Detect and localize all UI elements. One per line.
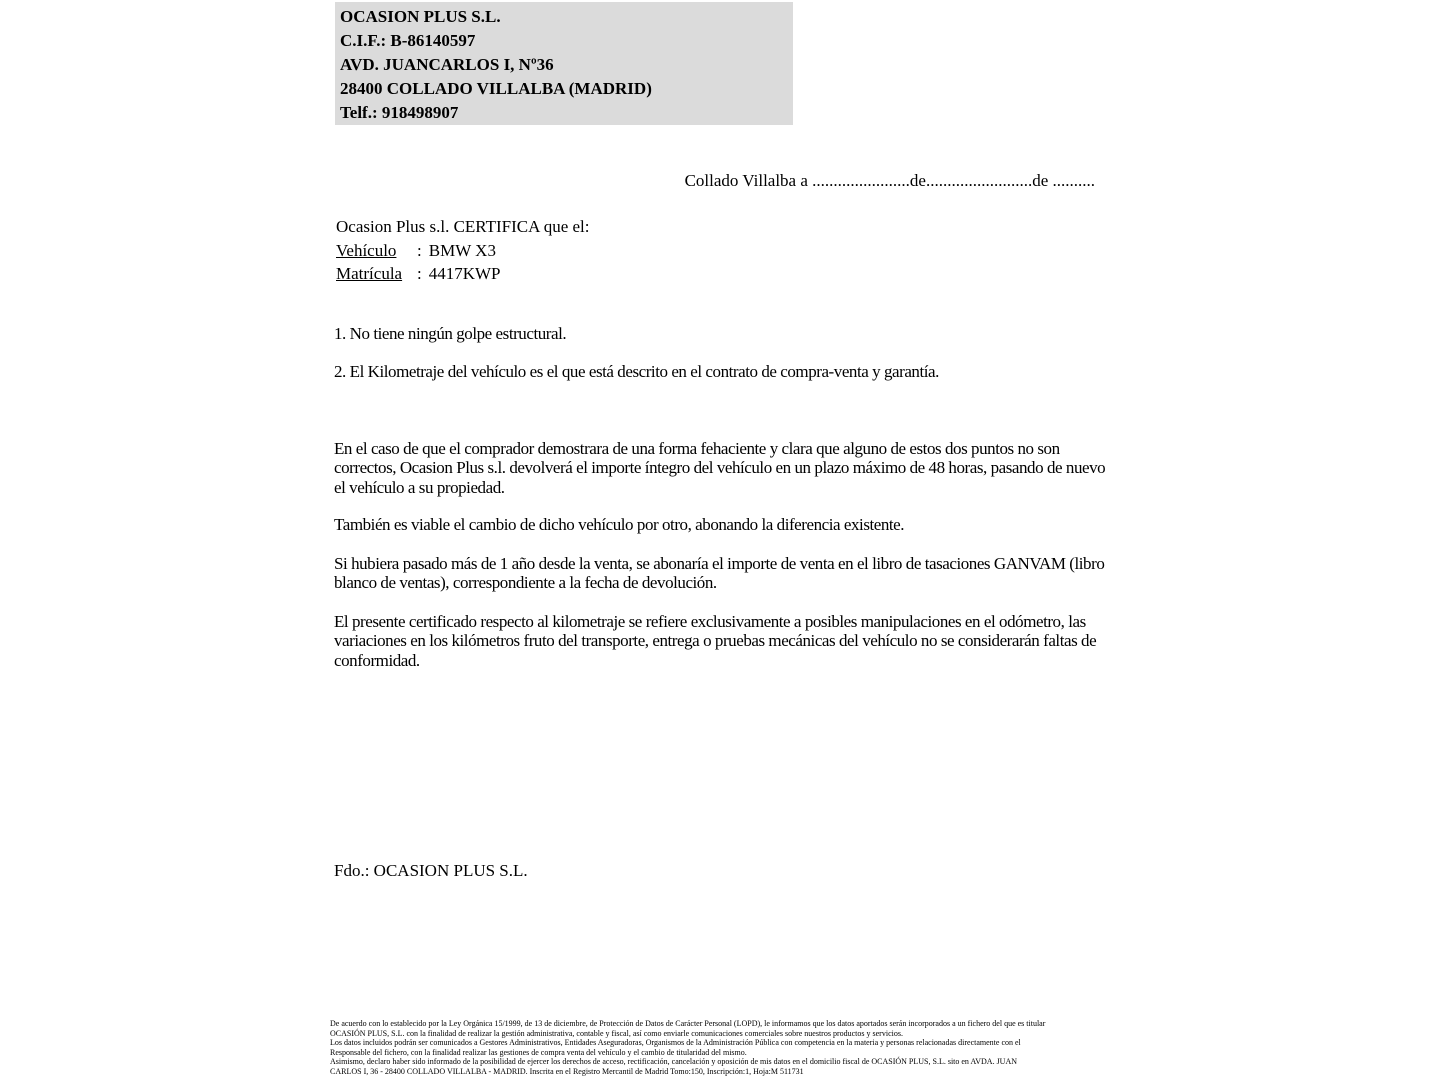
letterhead-company-name: OCASION PLUS S.L. bbox=[340, 7, 501, 26]
paragraph-odometer: El presente certificado respecto al kilometraje se refiere exclusivamente a posibles manipulaciones en el odómetro, las variaciones en los kilómetros fruto del transporte, entrega o pruebas mecánicas del vehículo no se considerarán faltas de conformidad. bbox=[334, 612, 1097, 670]
letterhead-cif: C.I.F.: B-86140597 bbox=[340, 31, 476, 50]
letterhead bbox=[335, 2, 793, 125]
legal-footer bbox=[330, 1019, 1435, 1076]
clause-1: 1. No tiene ningún golpe estructural. bbox=[334, 324, 567, 343]
letterhead-address: AVD. JUANCARLOS I, Nº36 bbox=[340, 55, 554, 74]
signature-line: Fdo.: OCASION PLUS S.L. bbox=[334, 861, 528, 880]
vehicle-field bbox=[336, 239, 590, 263]
plate-field bbox=[336, 262, 590, 286]
vehicle-value: BMW X3 bbox=[428, 240, 496, 260]
letterhead-city: 28400 COLLADO VILLALBA (MADRID) bbox=[340, 79, 652, 98]
clause-2: 2. El Kilometraje del vehículo es el que está descrito en el contrato de compra-venta y garantía. bbox=[334, 362, 939, 381]
certify-intro: Ocasion Plus s.l. CERTIFICA que el: bbox=[336, 217, 590, 236]
paragraph-ganvam: Si hubiera pasado más de 1 año desde la venta, se abonaría el importe de venta en el libro de tasaciones GANVAM (libro blanco de ventas), correspondiente a la fecha de devolución. bbox=[334, 554, 1105, 593]
legal-line: Responsable del fichero, con la finalidad realizar las gestiones de compra venta del vehículo y el cambio de titularidad del mismo. bbox=[330, 1047, 747, 1057]
legal-line: OCASIÓN PLUS, S.L. con la finalidad de realizar la gestión administrativa, contable y fiscal, así como enviarle comunicaciones comerciales sobre nuestros productos y servicios. bbox=[330, 1028, 903, 1038]
plate-label: Matrícula bbox=[336, 264, 403, 283]
plate-value: 4417KWP bbox=[428, 264, 501, 283]
legal-line: Asimismo, declaro haber sido informado de la posibilidad de ejercer los derechos de acceso, rectificación, cancelación y oposición de mis datos en el domicilio fiscal de OCASIÓN PLUS, S.L. sito en AVDA. JUAN bbox=[330, 1057, 1018, 1066]
vehicle-label: Vehículo bbox=[336, 240, 397, 260]
paragraph-refund: En el caso de que el comprador demostrara de una forma fehaciente y clara que alguno de estos dos puntos no son correctos, Ocasion Plus s.l. devolverá el importe íntegro del vehículo en un plazo máximo de 48 horas, pasando de nuevo el vehículo a su propiedad. bbox=[334, 439, 1106, 497]
letterhead-phone: Telf.: 918498907 bbox=[340, 103, 459, 122]
certification-block bbox=[336, 215, 590, 286]
date-line: Collado Villalba a .......................de.........................de .......... bbox=[684, 171, 1095, 190]
paragraph-exchange: También es viable el cambio de dicho vehículo por otro, abonando la diferencia existente. bbox=[334, 515, 905, 534]
plate-separator: : bbox=[417, 264, 422, 283]
legal-line: De acuerdo con lo establecido por la Ley Orgánica 15/1999, de 13 de diciembre, de Protección de Datos de Carácter Personal (LOPD), le informamos que los datos aportados serán incorporados a un fichero del que es titular bbox=[330, 1019, 1046, 1028]
vehicle-separator: : bbox=[417, 240, 422, 260]
legal-line: CARLOS I, 36 - 28400 COLLADO VILLALBA - MADRID. Inscrita en el Registro Mercantil de Madrid Tomo:150, Inscripción:1, Hoja:M 511731 bbox=[330, 1066, 804, 1076]
legal-line: Los datos incluidos podrán ser comunicados a Gestores Administrativos, Entidades Aseguradoras, Organismos de la Administración Pública con competencia en la materia y personas relacionadas directamente con el bbox=[330, 1038, 1021, 1047]
